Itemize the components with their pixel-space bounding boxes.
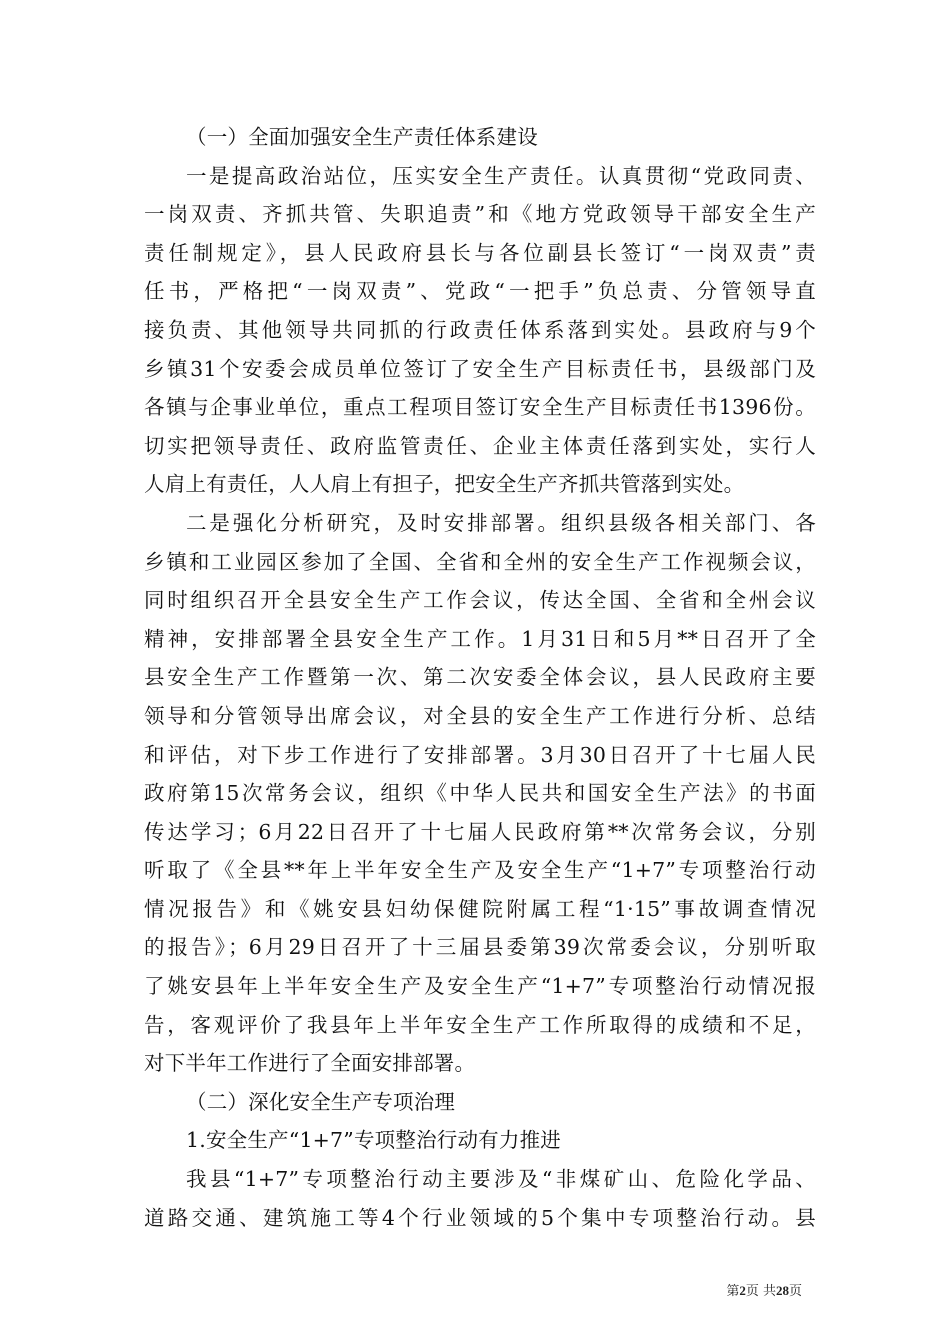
page-footer (726, 1280, 802, 1299)
paragraph-line: 告，客观评价了我县年上半年安全生产工作所取得的成绩和不足， (144, 1012, 816, 1037)
paragraph-line: 二是强化分析研究，及时安排部署。组织县级各相关部门、各 (186, 510, 816, 535)
paragraph-line: 精神，安排部署全县安全生产工作。1月31日和5月**日召开了全 (144, 626, 816, 651)
paragraph-line: 接负责、其他领导共同抓的行政责任体系落到实处。县政府与9个 (144, 317, 816, 342)
paragraph-line: 政府第15次常务会议，组织《中华人民共和国安全生产法》的书面 (144, 781, 816, 806)
paragraph-line: 乡镇31个安委会成员单位签订了安全生产目标责任书，县级部门及 (144, 356, 816, 381)
paragraph-line: 对下半年工作进行了全面安排部署。 (144, 1051, 476, 1076)
footer-total-pages: 28 (775, 1283, 789, 1298)
paragraph-line: 同时组织召开全县安全生产工作会议，传达全国、全省和全州会议 (144, 588, 816, 613)
paragraph-line: 道路交通、建筑施工等4个行业领域的5个集中专项整治行动。县 (144, 1205, 816, 1230)
paragraph-line: 一是提高政治站位，压实安全生产责任。认真贯彻“党政同责、 (186, 163, 816, 188)
subsection-heading: 1.安全生产“1+7”专项整治行动有力推进 (186, 1128, 561, 1153)
paragraph-line: 各镇与企事业单位，重点工程项目签订安全生产目标责任书1396份。 (144, 395, 816, 420)
footer-prefix: 第 (726, 1284, 740, 1299)
paragraph-line: 领导和分管领导出席会议，对全县的安全生产工作进行分析、总结 (144, 703, 816, 728)
paragraph-line: 我县“1+7”专项整治行动主要涉及“非煤矿山、危险化学品、 (186, 1167, 816, 1192)
section-heading-1: （一）全面加强安全生产责任体系建设 (186, 125, 538, 149)
section-heading-2: （二）深化安全生产专项治理 (186, 1089, 456, 1114)
paragraph-line: 切实把领导责任、政府监管责任、企业主体责任落到实处，实行人 (144, 433, 816, 458)
paragraph-line: 县安全生产工作暨第一次、第二次安委全体会议，县人民政府主要 (144, 665, 816, 690)
paragraph-line: 传达学习；6月22日召开了十七届人民政府第**次常务会议，分别 (144, 819, 816, 844)
paragraph-line: 任书，严格把“一岗双责”、党政“一把手”负总责、分管领导直 (144, 279, 816, 304)
paragraph-line: 人肩上有责任，人人肩上有担子，把安全生产齐抓共管落到实处。 (144, 472, 745, 497)
paragraph-line: 责任制规定》，县人民政府县长与各位副县长签订“一岗双责”责 (144, 240, 816, 265)
paragraph-line: 情况报告》和《姚安县妇幼保健院附属工程“1·15”事故调查情况 (144, 896, 816, 921)
paragraph-line: 乡镇和工业园区参加了全国、全省和全州的安全生产工作视频会议， (144, 549, 816, 574)
paragraph-line: 的报告》；6月29日召开了十三届县委第39次常委会议，分别听取 (144, 935, 816, 960)
footer-middle: 页 共 (745, 1284, 776, 1299)
paragraph-line: 了姚安县年上半年安全生产及安全生产“1+7”专项整治行动情况报 (144, 974, 816, 999)
document-body (144, 118, 816, 1237)
paragraph-line: 听取了《全县**年上半年安全生产及安全生产“1+7”专项整治行动 (144, 858, 816, 883)
paragraph-line: 和评估，对下步工作进行了安排部署。3月30日召开了十七届人民 (144, 742, 816, 767)
paragraph-line: 一岗双责、齐抓共管、失职追责”和《地方党政领导干部安全生产 (144, 202, 816, 227)
footer-page-number: 2 (739, 1283, 746, 1298)
footer-suffix: 页 (788, 1284, 802, 1299)
